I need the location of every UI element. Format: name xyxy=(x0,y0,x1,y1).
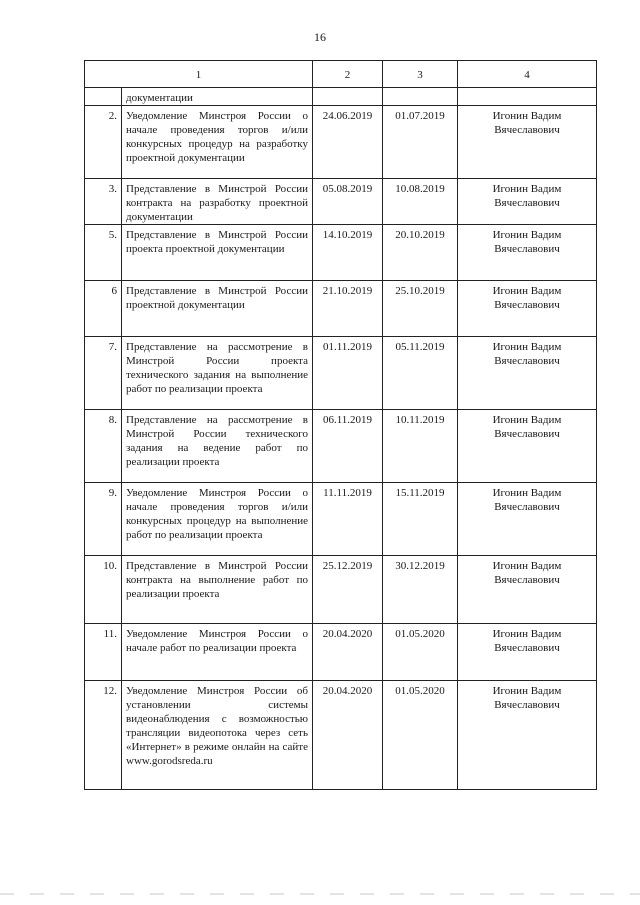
row-start-date: 14.10.2019 xyxy=(313,225,383,281)
table-row xyxy=(85,681,597,790)
continuation-text: документации xyxy=(122,88,313,106)
row-description: Представление в Минстрой России проектной документации xyxy=(122,281,313,337)
continuation-end xyxy=(383,88,458,106)
row-responsible: Игонин Вадим Вячеславович xyxy=(458,681,597,790)
row-description: Представление на рассмотрение в Минстрой России технического задания на ведение работ по реализации проекта xyxy=(122,410,313,483)
row-number: 9. xyxy=(85,483,122,556)
row-start-date: 06.11.2019 xyxy=(313,410,383,483)
table-row xyxy=(85,556,597,624)
row-start-date: 05.08.2019 xyxy=(313,179,383,225)
row-end-date: 05.11.2019 xyxy=(383,337,458,410)
row-responsible: Игонин Вадим Вячеславович xyxy=(458,106,597,179)
table-row xyxy=(85,624,597,681)
row-description: Представление в Минстрой России проекта проектной документации xyxy=(122,225,313,281)
row-end-date: 15.11.2019 xyxy=(383,483,458,556)
table-row xyxy=(85,281,597,337)
row-responsible: Игонин Вадим Вячеславович xyxy=(458,624,597,681)
row-start-date: 21.10.2019 xyxy=(313,281,383,337)
table-row xyxy=(85,106,597,179)
row-description: Уведомление Минстроя России о начале проведения торгов и/или конкурсных процедур на разработку проектной документации xyxy=(122,106,313,179)
row-end-date: 25.10.2019 xyxy=(383,281,458,337)
row-responsible: Игонин Вадим Вячеславович xyxy=(458,179,597,225)
row-description: Представление в Минстрой России контракта на разработку проектной документации xyxy=(122,179,313,225)
continuation-row xyxy=(85,88,597,106)
row-end-date: 20.10.2019 xyxy=(383,225,458,281)
header-row xyxy=(85,61,597,88)
table-row xyxy=(85,483,597,556)
header-col-2: 2 xyxy=(313,61,383,88)
row-number: 7. xyxy=(85,337,122,410)
row-number: 3. xyxy=(85,179,122,225)
row-start-date: 01.11.2019 xyxy=(313,337,383,410)
row-number: 8. xyxy=(85,410,122,483)
row-end-date: 01.07.2019 xyxy=(383,106,458,179)
table-row xyxy=(85,179,597,225)
row-start-date: 11.11.2019 xyxy=(313,483,383,556)
page-number: 16 xyxy=(314,30,326,44)
row-start-date: 20.04.2020 xyxy=(313,681,383,790)
row-start-date: 25.12.2019 xyxy=(313,556,383,624)
row-end-date: 01.05.2020 xyxy=(383,681,458,790)
header-col-4: 4 xyxy=(458,61,597,88)
row-responsible: Игонин Вадим Вячеславович xyxy=(458,281,597,337)
row-description: Уведомление Минстроя России о начале работ по реализации проекта xyxy=(122,624,313,681)
table-row xyxy=(85,225,597,281)
row-responsible: Игонин Вадим Вячеславович xyxy=(458,225,597,281)
row-number: 6 xyxy=(85,281,122,337)
row-description: Уведомление Минстроя России о начале проведения торгов и/или конкурсных процедур на выполнение работ по реализации проекта xyxy=(122,483,313,556)
row-end-date: 10.11.2019 xyxy=(383,410,458,483)
row-end-date: 01.05.2020 xyxy=(383,624,458,681)
row-responsible: Игонин Вадим Вячеславович xyxy=(458,483,597,556)
header-col-3: 3 xyxy=(383,61,458,88)
continuation-num xyxy=(85,88,122,106)
row-start-date: 20.04.2020 xyxy=(313,624,383,681)
row-number: 12. xyxy=(85,681,122,790)
row-end-date: 10.08.2019 xyxy=(383,179,458,225)
table-row xyxy=(85,410,597,483)
row-start-date: 24.06.2019 xyxy=(313,106,383,179)
schedule-table xyxy=(84,60,597,790)
row-description: Представление в Минстрой России контракта на выполнение работ по реализации проекта xyxy=(122,556,313,624)
row-description: Уведомление Минстроя России об установлении системы видеонаблюдения с возможностью трансляции видеопотока через сеть «Интернет» в режиме онлайн на сайте www.gorodsreda.ru xyxy=(122,681,313,790)
continuation-start xyxy=(313,88,383,106)
row-number: 11. xyxy=(85,624,122,681)
row-description: Представление на рассмотрение в Минстрой России проекта технического задания на выполнение работ по реализации проекта xyxy=(122,337,313,410)
row-responsible: Игонин Вадим Вячеславович xyxy=(458,410,597,483)
scan-artifact xyxy=(0,893,640,895)
header-col-1: 1 xyxy=(85,61,313,88)
row-number: 2. xyxy=(85,106,122,179)
row-responsible: Игонин Вадим Вячеславович xyxy=(458,337,597,410)
row-responsible: Игонин Вадим Вячеславович xyxy=(458,556,597,624)
continuation-resp xyxy=(458,88,597,106)
table-row xyxy=(85,337,597,410)
row-number: 5. xyxy=(85,225,122,281)
row-number: 10. xyxy=(85,556,122,624)
row-end-date: 30.12.2019 xyxy=(383,556,458,624)
